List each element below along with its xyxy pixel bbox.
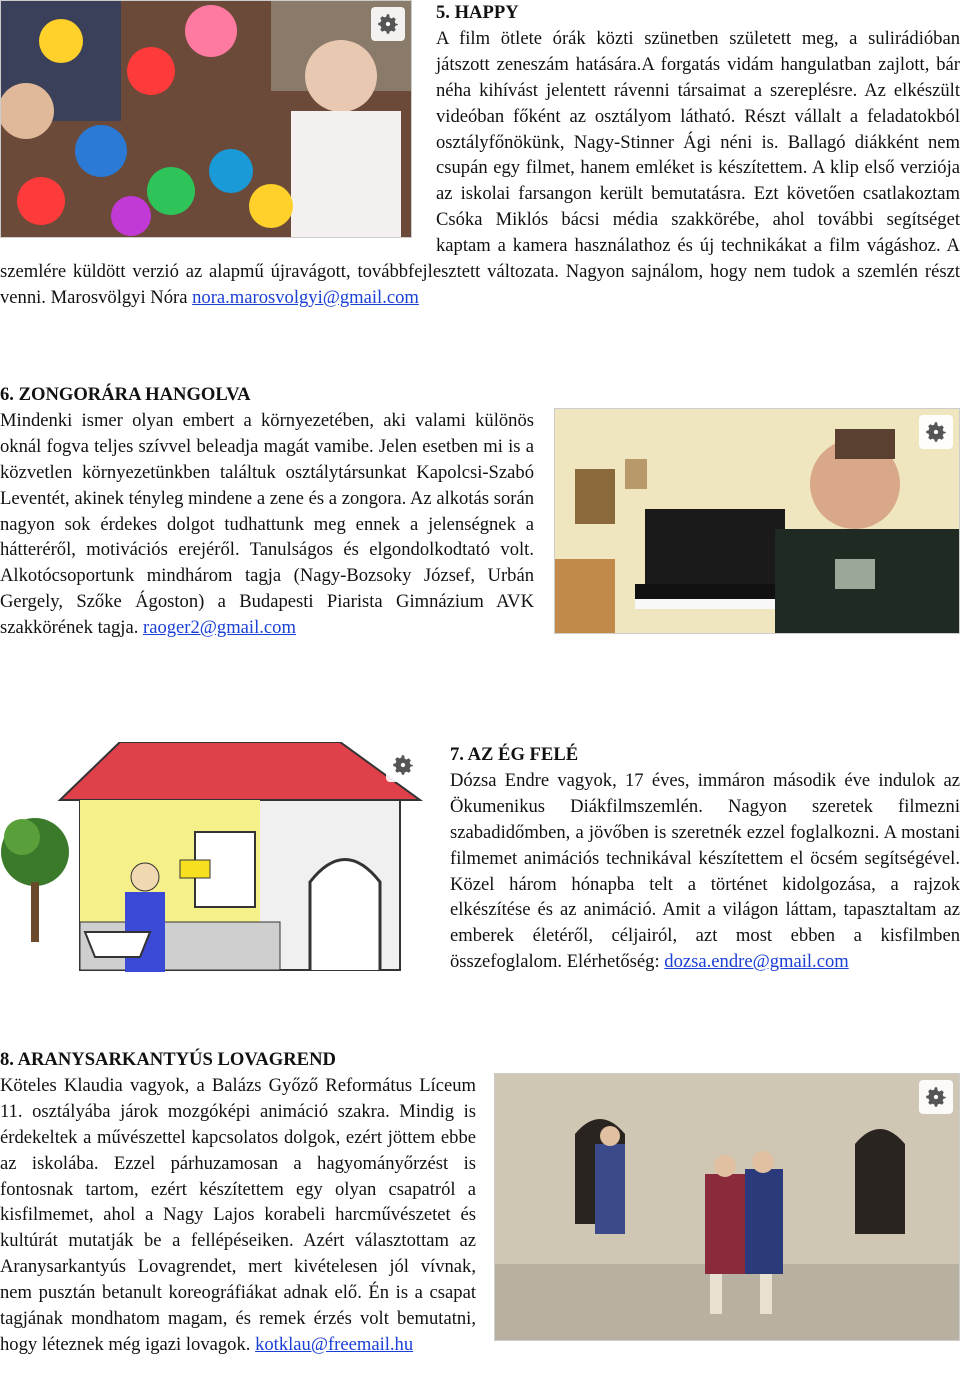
photo-house-drawing bbox=[0, 742, 426, 982]
entry-body: A film ötlete órák közti szünetben született meg, a sulirádióban játszott zeneszám hatására.A forgatás vidám hangulatban zajlott, bár néha kihívást jelentett rávenni társaimat a szereplésre. Az elkészült videóban főként az osztályom látható. Részt vállalt a feladatokból osztályfőnökünk, Nagy-Stinner Ági néni is. Ballagó diákként nem csupán egy filmet, hanem emléket is készítettem. A klip első verziója az iskolai farsangon került bemutatásra. Ezt követően csatlakoztam Csóka Miklós bácsi média szakkörébe, ahol további segítséget kaptam a kamera használathoz és új technikákat a film vágáshoz. A szemlére küldött verzió az alapmű újravágott, továbbfejlesztett változata. Nagyon sajnálom, hogy nem tudok a szemlén részt venni. Marosvölgyi Nóra bbox=[0, 27, 960, 308]
entry-heading: 5. HAPPY bbox=[436, 2, 519, 23]
photo-piano bbox=[554, 408, 960, 634]
entry-zongorara-hangolva bbox=[0, 382, 960, 641]
entry-body: Köteles Klaudia vagyok, a Balázs Győző Református Líceum 11. osztályába járok mozgóképi animáció szakra. Mindig is érdekeltek a művészettel kapcsolatos dolgok, ezért jöttem ebbe az iskolába. Ezzel párhuzamosan a hagyományőrzést is fontosnak tartom, ezért készítettem egy olyan csapatról a kisfilmemet, ahol a Nagy Lajos korabeli harcművészetet és kultúrát mutatják be a fellépéseiken. Azért választottam az Aranysarkantyús Lovagrendet, mert kivételesen jól vívnak, nem pusztán betanult koreográfiákat adnak elő. Én is a csapat tagjának mondhatom magam, és remek érzés volt bemutatni, hogy léteznek még igazi lovagok. bbox=[0, 1074, 476, 1355]
gear-icon[interactable] bbox=[919, 1080, 953, 1114]
entry-body: Mindenki ismer olyan embert a környezetében, aki valami különös oknál fogva teljes szívvel beleadja magát vamibe. Jelen esetben mi is a közvetlen környezetünkben találtuk osztálytársunkat Kapolcsi-Szabó Leventét, akinek tényleg mindene a zene és a zongora. Az alkotás során nagyon sok érdekes dolgot tudhattunk meg ennek a jelenségnek a hátteréről, motivációs erejéről. Tanulságos és elgondolkodtató volt. Alkotócsoportunk mindhárom tagja (Nagy-Bozsoky József, Urbán Gergely, Szőke Ágoston) a Budapesti Piarista Gimnázium AVK szakkörének tagja. bbox=[0, 409, 534, 639]
entry-aranysarkantyus-lovagrend bbox=[0, 1047, 960, 1358]
email-link[interactable]: kotklau@freemail.hu bbox=[255, 1333, 414, 1355]
entry-heading: 7. AZ ÉG FELÉ bbox=[450, 744, 579, 765]
entry-body: Dózsa Endre vagyok, 17 éves, immáron második éve indulok az Ökumenikus Diákfilmszemlén. Nagyon szeretek filmezni szabadidőmben, a jövőben is szeretnék ezzel foglalkozni. A mostani filmemet animációs technikával készítettem el öcsém segítségével. Közel három hónapba telt a történet kidolgozása, a rajzok elkészítése és az animáció. Amit a világon láttam, tapasztaltam az emberek életéről, céljairól, azt most ebben a kisfilmben összefoglalom. Elérhetőség: bbox=[450, 769, 960, 973]
house-drawing-scene bbox=[0, 742, 426, 982]
gear-icon[interactable] bbox=[919, 415, 953, 449]
entry-heading: 6. ZONGORÁRA HANGOLVA bbox=[0, 384, 251, 405]
photo-balloons bbox=[0, 0, 412, 238]
gear-icon[interactable] bbox=[371, 7, 405, 41]
knights-scene bbox=[495, 1074, 959, 1340]
entry-az-eg-fele bbox=[0, 742, 960, 982]
photo-knights bbox=[494, 1073, 960, 1341]
piano-scene bbox=[555, 409, 959, 633]
balloons-scene bbox=[1, 1, 411, 237]
email-link[interactable]: dozsa.endre@gmail.com bbox=[664, 951, 849, 973]
entry-happy bbox=[0, 0, 960, 311]
gear-icon[interactable] bbox=[386, 748, 420, 782]
email-link[interactable]: nora.marosvolgyi@gmail.com bbox=[192, 286, 419, 308]
email-link[interactable]: raoger2@gmail.com bbox=[143, 617, 296, 639]
entry-heading: 8. ARANYSARKANTYÚS LOVAGREND bbox=[0, 1049, 336, 1070]
